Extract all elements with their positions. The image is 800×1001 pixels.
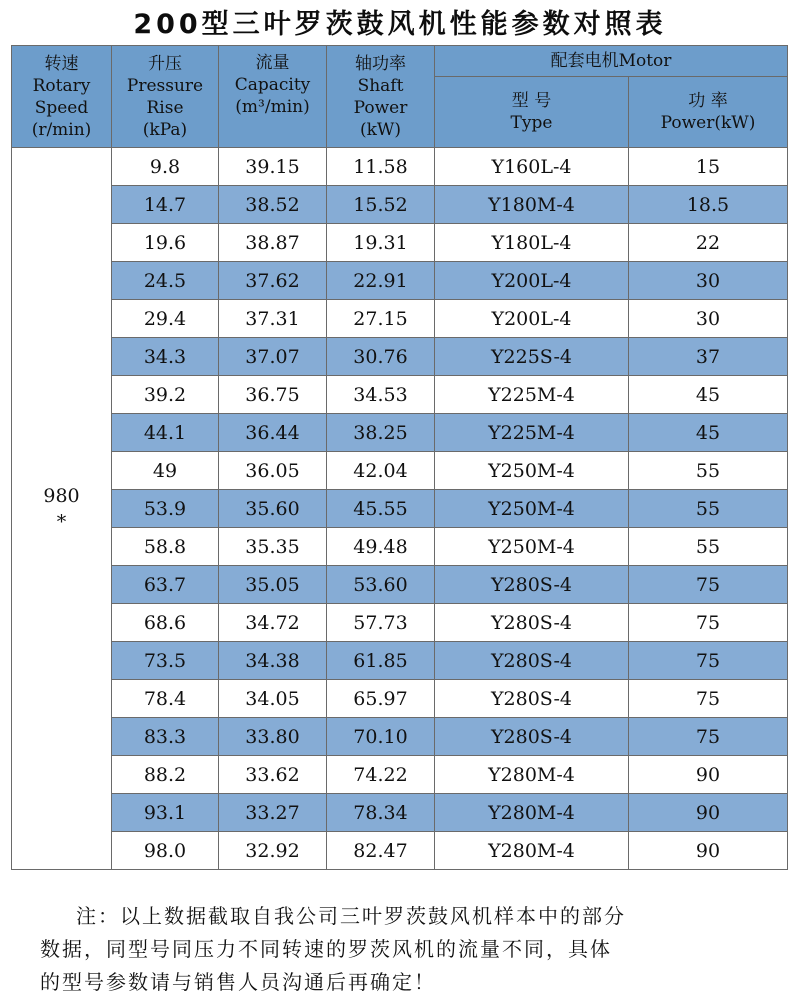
- cell-type: Y280S-4: [435, 680, 629, 718]
- cell-motor-power: 75: [629, 566, 788, 604]
- cell-power: 19.31: [327, 224, 435, 262]
- speed-mark: *: [56, 510, 67, 533]
- cell-pressure: 98.0: [112, 832, 219, 870]
- cell-power: 53.60: [327, 566, 435, 604]
- footnote-line: 数据，同型号同压力不同转速的罗茨风机的流量不同，具体: [40, 937, 612, 961]
- cell-motor-power: 30: [629, 300, 788, 338]
- cell-motor-power: 22: [629, 224, 788, 262]
- table-row: [12, 414, 788, 452]
- cell-type: Y200L-4: [435, 262, 629, 300]
- cell-capacity: 33.62: [219, 756, 327, 794]
- cell-capacity: 34.38: [219, 642, 327, 680]
- cell-type: Y250M-4: [435, 528, 629, 566]
- cell-type: Y225M-4: [435, 376, 629, 414]
- cell-type: Y200L-4: [435, 300, 629, 338]
- cell-type: Y160L-4: [435, 148, 629, 186]
- cell-motor-power: 90: [629, 794, 788, 832]
- cell-motor-power: 75: [629, 604, 788, 642]
- cell-motor-power: 55: [629, 490, 788, 528]
- cell-motor-power: 90: [629, 756, 788, 794]
- performance-table: [11, 45, 788, 870]
- cell-power: 15.52: [327, 186, 435, 224]
- cell-power: 11.58: [327, 148, 435, 186]
- cell-type: Y180M-4: [435, 186, 629, 224]
- cell-type: Y280S-4: [435, 718, 629, 756]
- cell-pressure: 53.9: [112, 490, 219, 528]
- cell-pressure: 44.1: [112, 414, 219, 452]
- header-motor-power: 功 率 Power(kW): [629, 77, 788, 148]
- cell-pressure: 58.8: [112, 528, 219, 566]
- cell-pressure: 14.7: [112, 186, 219, 224]
- cell-power: 38.25: [327, 414, 435, 452]
- cell-motor-power: 75: [629, 642, 788, 680]
- table-row: [12, 338, 788, 376]
- cell-type: Y280S-4: [435, 566, 629, 604]
- table-row: [12, 604, 788, 642]
- cell-power: 49.48: [327, 528, 435, 566]
- cell-motor-power: 45: [629, 376, 788, 414]
- cell-power: 61.85: [327, 642, 435, 680]
- page-title: 200型三叶罗茨鼓风机性能参数对照表: [133, 9, 667, 40]
- table-row: [12, 642, 788, 680]
- cell-pressure: 68.6: [112, 604, 219, 642]
- header-pressure: 升压 Pressure Rise (kPa): [112, 46, 219, 148]
- footnote-line: 注：以上数据截取自我公司三叶罗茨鼓风机样本中的部分: [76, 904, 626, 928]
- rotary-speed-cell: [12, 148, 112, 870]
- cell-motor-power: 15: [629, 148, 788, 186]
- table-row: [12, 756, 788, 794]
- cell-power: 30.76: [327, 338, 435, 376]
- table-row: [12, 224, 788, 262]
- table-row: [12, 262, 788, 300]
- cell-pressure: 9.8: [112, 148, 219, 186]
- cell-type: Y180L-4: [435, 224, 629, 262]
- cell-capacity: 36.44: [219, 414, 327, 452]
- cell-pressure: 34.3: [112, 338, 219, 376]
- cell-pressure: 63.7: [112, 566, 219, 604]
- cell-capacity: 38.52: [219, 186, 327, 224]
- cell-capacity: 36.05: [219, 452, 327, 490]
- table-row: [12, 148, 788, 186]
- table-row: [12, 566, 788, 604]
- table-row: [12, 300, 788, 338]
- cell-capacity: 38.87: [219, 224, 327, 262]
- table-row: [12, 376, 788, 414]
- cell-pressure: 73.5: [112, 642, 219, 680]
- cell-motor-power: 18.5: [629, 186, 788, 224]
- cell-capacity: 39.15: [219, 148, 327, 186]
- cell-type: Y225S-4: [435, 338, 629, 376]
- cell-pressure: 93.1: [112, 794, 219, 832]
- cell-capacity: 37.07: [219, 338, 327, 376]
- cell-capacity: 34.72: [219, 604, 327, 642]
- cell-pressure: 19.6: [112, 224, 219, 262]
- cell-motor-power: 37: [629, 338, 788, 376]
- cell-power: 78.34: [327, 794, 435, 832]
- cell-pressure: 29.4: [112, 300, 219, 338]
- cell-motor-power: 75: [629, 718, 788, 756]
- cell-power: 57.73: [327, 604, 435, 642]
- cell-capacity: 37.62: [219, 262, 327, 300]
- header-motor-type: 型 号 Type: [435, 77, 629, 148]
- table-row: [12, 528, 788, 566]
- cell-type: Y280S-4: [435, 642, 629, 680]
- header-speed: 转速 Rotary Speed (r/min): [12, 46, 112, 148]
- cell-power: 34.53: [327, 376, 435, 414]
- cell-power: 42.04: [327, 452, 435, 490]
- cell-power: 22.91: [327, 262, 435, 300]
- cell-capacity: 33.27: [219, 794, 327, 832]
- cell-type: Y250M-4: [435, 490, 629, 528]
- table-body: [12, 148, 788, 870]
- footnote: [40, 900, 770, 999]
- table-row: [12, 186, 788, 224]
- table-row: [12, 718, 788, 756]
- cell-motor-power: 75: [629, 680, 788, 718]
- cell-capacity: 36.75: [219, 376, 327, 414]
- cell-motor-power: 90: [629, 832, 788, 870]
- table-row: [12, 452, 788, 490]
- footnote-line: 的型号参数请与销售人员沟通后再确定！: [40, 970, 436, 994]
- cell-pressure: 83.3: [112, 718, 219, 756]
- cell-motor-power: 55: [629, 528, 788, 566]
- table-row: [12, 832, 788, 870]
- cell-pressure: 39.2: [112, 376, 219, 414]
- cell-capacity: 35.60: [219, 490, 327, 528]
- cell-capacity: 35.35: [219, 528, 327, 566]
- cell-capacity: 35.05: [219, 566, 327, 604]
- cell-type: Y280S-4: [435, 604, 629, 642]
- speed-value: 980: [43, 484, 80, 507]
- cell-type: Y280M-4: [435, 794, 629, 832]
- cell-type: Y280M-4: [435, 756, 629, 794]
- cell-motor-power: 45: [629, 414, 788, 452]
- table-row: [12, 680, 788, 718]
- header-shaft-power: 轴功率 Shaft Power (kW): [327, 46, 435, 148]
- cell-motor-power: 30: [629, 262, 788, 300]
- table-row: [12, 794, 788, 832]
- cell-power: 82.47: [327, 832, 435, 870]
- cell-capacity: 32.92: [219, 832, 327, 870]
- cell-pressure: 88.2: [112, 756, 219, 794]
- header-capacity: 流量 Capacity (m³/min): [219, 46, 327, 148]
- cell-type: Y280M-4: [435, 832, 629, 870]
- table-row: [12, 490, 788, 528]
- cell-power: 74.22: [327, 756, 435, 794]
- cell-capacity: 34.05: [219, 680, 327, 718]
- cell-capacity: 33.80: [219, 718, 327, 756]
- cell-capacity: 37.31: [219, 300, 327, 338]
- cell-type: Y225M-4: [435, 414, 629, 452]
- cell-power: 65.97: [327, 680, 435, 718]
- header-motor: 配套电机Motor: [435, 46, 788, 77]
- cell-pressure: 24.5: [112, 262, 219, 300]
- cell-pressure: 78.4: [112, 680, 219, 718]
- cell-power: 27.15: [327, 300, 435, 338]
- cell-power: 70.10: [327, 718, 435, 756]
- cell-motor-power: 55: [629, 452, 788, 490]
- cell-pressure: 49: [112, 452, 219, 490]
- cell-type: Y250M-4: [435, 452, 629, 490]
- cell-power: 45.55: [327, 490, 435, 528]
